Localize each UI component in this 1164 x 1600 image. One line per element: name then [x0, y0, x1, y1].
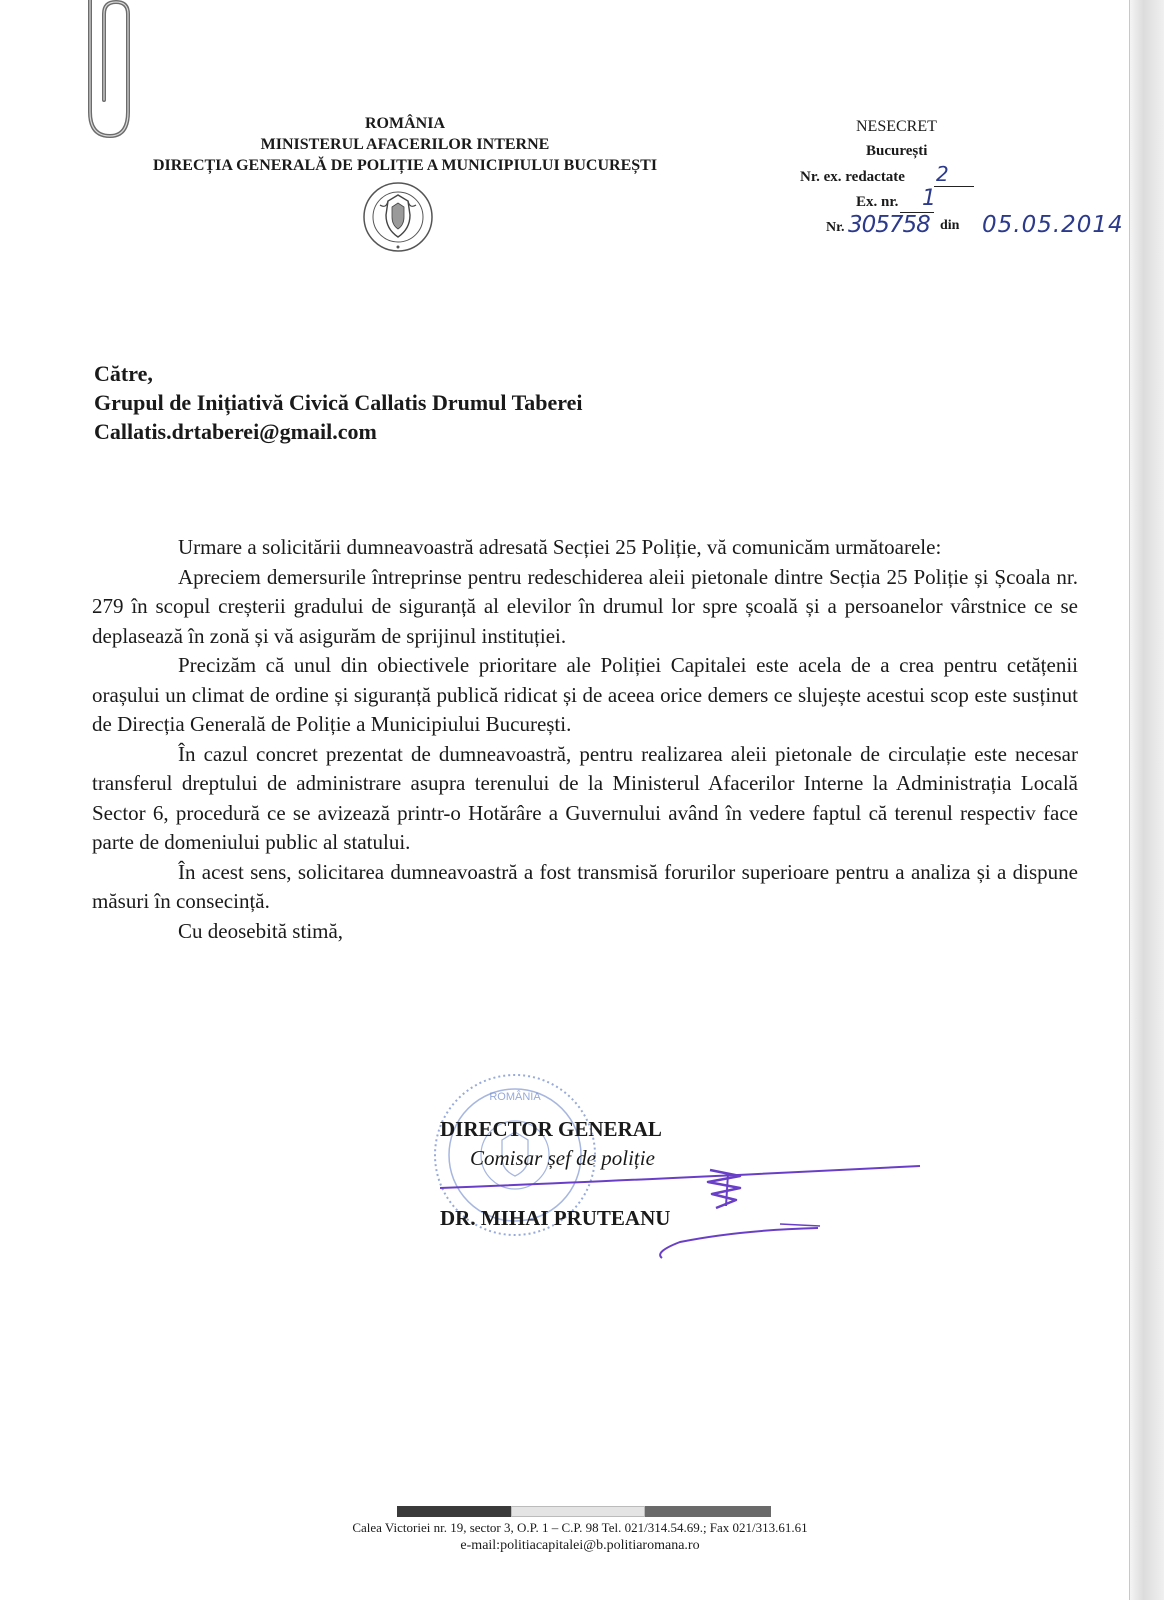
directorate-name: DIRECȚIA GENERALĂ DE POLIȚIE A MUNICIPIULUI BUCUREȘTI [152, 157, 658, 174]
signatory-name: DR. MIHAI PRUTEANU [440, 1206, 671, 1230]
institution-header [100, 113, 710, 176]
copy-number-label: Ex. nr. [856, 194, 899, 210]
footer-bar-grey-segment [645, 1506, 771, 1517]
body-paragraph-3: Precizăm că unul din obiectivele prioritare ale Poliției Capitalei este acela de a crea pentru cetățenii orașului un climat de ordine și siguranță publică ridicat și de aceea orice demers ce slujește acestui scop este susținut de Direcția Generală de Poliție a Municipiului București. [92, 653, 1078, 736]
letter-body [92, 533, 1078, 946]
addressee-block [94, 359, 583, 446]
date-label: din [940, 218, 960, 233]
handwritten-signature-icon [440, 1160, 940, 1280]
body-paragraph-5: În acest sens, solicitarea dumneavoastră a fost transmisă forurilor superioare pentru a analiza și a dispune măsuri în consecință. [92, 859, 1078, 913]
footer-color-bar [397, 1506, 771, 1517]
ministry-name: MINISTERUL AFACERILOR INTERNE [260, 136, 550, 153]
police-crest-icon [362, 181, 434, 253]
copy-number-value: 1 [922, 186, 936, 211]
footer-email: e-mail:politiacapitalei@b.politiaromana.ro [460, 1538, 700, 1553]
document-number-label: Nr. [826, 220, 845, 235]
document-date-value: 05.05.2014 [982, 212, 1124, 238]
document-number-value: 305758 [848, 212, 930, 238]
country-name: ROMÂNIA [365, 115, 445, 132]
addressee-email: Callatis.drtaberei@gmail.com [94, 419, 377, 444]
closing-salutation: Cu deosebită stimă, [178, 918, 344, 943]
stamp-text: ROMÂNIA [489, 1091, 541, 1103]
scan-edge [1130, 0, 1164, 1600]
footer-bar-dark-segment [397, 1506, 511, 1517]
addressee-to-label: Către, [94, 361, 153, 386]
footer-address: Calea Victoriei nr. 19, sector 3, O.P. 1 – C.P. 98 Tel. 021/314.54.69.; Fax 021/313.61.61 [352, 1520, 808, 1535]
body-paragraph-4: În cazul concret prezentat de dumneavoastră, pentru realizarea aleii pietonale de circulație este necesar transferul dreptului de administrare asupra terenului de la Ministerul Afacerilor Interne la Administrația Locală Sector 6, procedură ce se avizează printr-o Hotărâre a Guvernului având în vedere faptul că terenul respectiv face parte de domeniului public al statului. [92, 741, 1078, 854]
signatory-rank: Comisar șef de poliție [470, 1146, 655, 1170]
classification-label: NESECRET [856, 118, 937, 135]
copies-underline [934, 186, 974, 187]
copies-value: 2 [936, 162, 949, 186]
footer-bar-light-segment [511, 1506, 645, 1517]
signatory-title: DIRECTOR GENERAL [440, 1117, 662, 1141]
copies-label: Nr. ex. redactate [800, 169, 905, 185]
body-paragraph-2: Apreciem demersurile întreprinse pentru redeschiderea aleii pietonale dintre Secția 25 Poliție și Școala nr. 279 în scopul creșterii gradului de siguranță al elevilor în drumul lor spre școală și a persoanelor vârstnice ce se deplasează în zonă și vă asigurăm de sprijinul instituției. [92, 564, 1078, 648]
registry-city: București [866, 143, 928, 159]
addressee-organization: Grupul de Inițiativă Civică Callatis Drumul Taberei [94, 390, 583, 415]
body-paragraph-1: Urmare a solicitării dumneavoastră adresată Secției 25 Poliție, vă comunicăm următoarele: [178, 535, 942, 559]
